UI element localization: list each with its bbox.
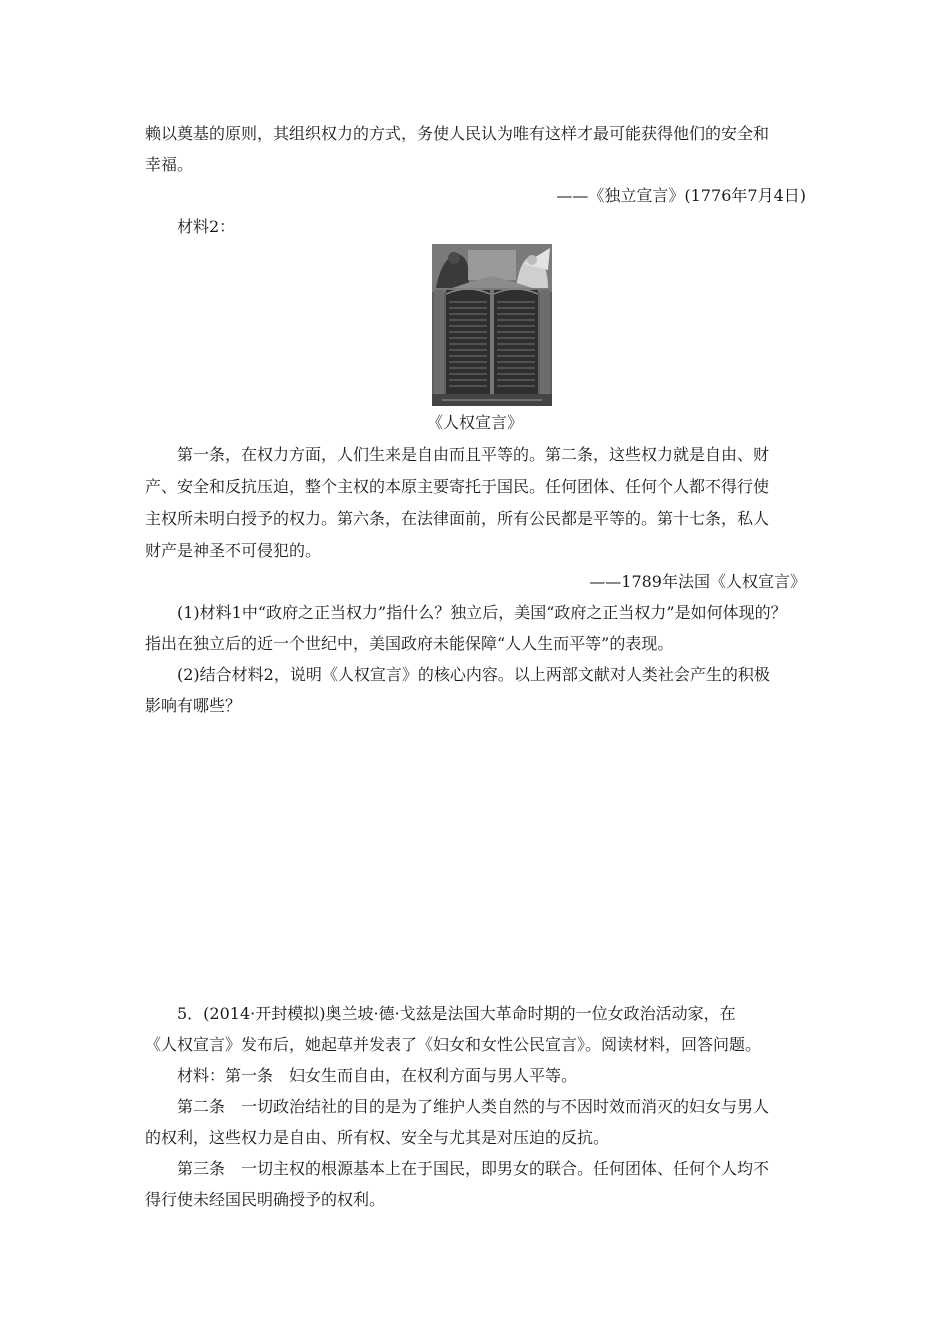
source-citation: ——1789年法国《人权宣言》 [589,572,806,591]
question-line: 影响有哪些？ [145,696,242,715]
material-line: 第二条 一切政治结社的目的是为了维护人类自然的与不因时效而消灭的妇女与男人 [177,1097,770,1116]
material-label: 材料2： [177,217,236,236]
paragraph-line: 第一条，在权力方面，人们生来是自由而且平等的。第二条，这些权力就是自由、财 [177,445,770,464]
question-line: 指出在独立后的近一个世纪中，美国政府未能保障“人人生而平等”的表现。 [145,634,674,653]
material-line: 材料：第一条 妇女生而自由，在权利方面与男人平等。 [177,1066,578,1085]
question-line: (1)材料1中“政府之正当权力”指什么？独立后，美国“政府之正当权力”是如何体现的？ [177,603,787,622]
material-line: 得行使未经国民明确授予的权利。 [145,1190,386,1209]
paragraph-line: 幸福。 [145,155,194,174]
source-citation: ——《独立宣言》(1776年7月4日) [556,186,806,205]
paragraph-line: 产、安全和反抗压迫，整个主权的本原主要寄托于国民。任何团体、任何个人都不得行使 [145,477,770,496]
image-caption: 《人权宣言》 [426,413,523,432]
question-line: 《人权宣言》发布后，她起草并发表了《妇女和女性公民宣言》。阅读材料，回答问题。 [145,1035,762,1054]
material-line: 的权利，这些权力是自由、所有权、安全与尤其是对压迫的反抗。 [145,1128,610,1147]
declaration-engraving-image [432,244,552,406]
paragraph-line: 财产是神圣不可侵犯的。 [145,541,322,560]
material-line: 第三条 一切主权的根源基本上在于国民，即男女的联合。任何团体、任何个人均不 [177,1159,770,1178]
question-line: (2)结合材料2，说明《人权宣言》的核心内容。以上两部文献对人类社会产生的积极 [177,665,770,684]
question-line: 5．(2014·开封模拟)奥兰坡·德·戈兹是法国大革命时期的一位女政治活动家，在 [177,1004,736,1023]
paragraph-line: 赖以奠基的原则，其组织权力的方式，务使人民认为唯有这样才最可能获得他们的安全和 [145,124,770,143]
paragraph-line: 主权所未明白授予的权力。第六条，在法律面前，所有公民都是平等的。第十七条，私人 [145,509,770,528]
